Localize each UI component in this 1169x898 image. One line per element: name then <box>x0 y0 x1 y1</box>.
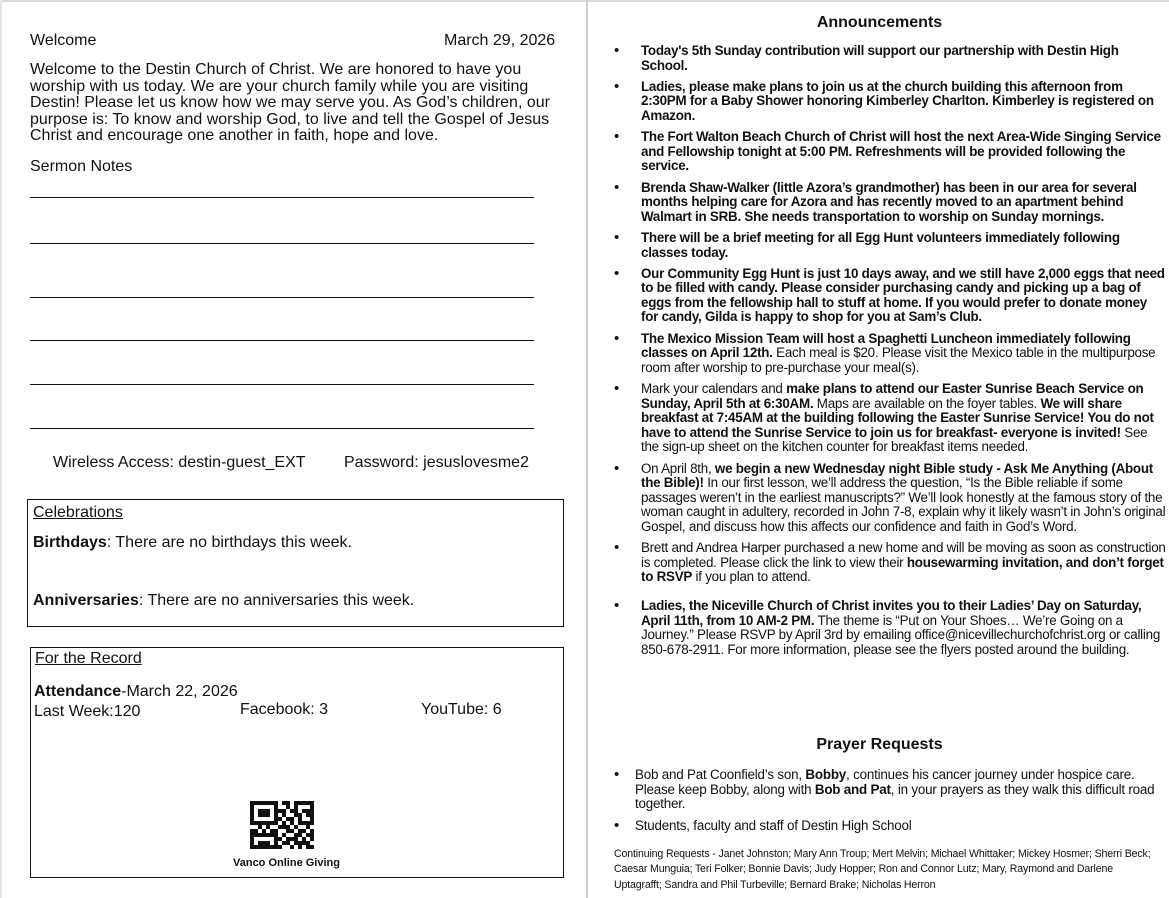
announcement-item <box>614 130 1166 174</box>
wifi-label: Wireless Access <box>53 454 170 471</box>
announcement-text: Maps are available on the foyer tables. <box>813 395 1041 411</box>
column-divider <box>586 0 588 898</box>
right-column <box>590 0 1169 898</box>
wifi-password <box>344 454 529 472</box>
announcement-item <box>614 80 1166 124</box>
announcement-text: There will be a brief meeting for all Egg Hunt volunteers immediately following classes today. <box>641 229 1120 260</box>
announcement-item <box>614 231 1166 260</box>
prayer-text: , continues his cancer journey under hospice care. Please keep Bobby, along with <box>635 767 1135 797</box>
announcement-text: Brenda Shaw-Walker (little Azora’s grandmother) has been in our area for several months helping care for Azora and has recently moved to an apartment behind Walmart in SRB. She needs transportation to worship on Sunday mornings. <box>641 179 1137 224</box>
prayer-list <box>614 768 1166 840</box>
prayer-requests-title: Prayer Requests <box>816 736 943 753</box>
announcement-text: Brett and Andrea Harper purchased a new home and will be moving as soon as construction is completed. Please click the link to view their <box>641 540 1166 570</box>
announcement-item <box>614 181 1166 225</box>
attendance-line <box>34 683 238 701</box>
announcements-title: Announcements <box>816 14 943 31</box>
sermon-notes-title: Sermon Notes <box>30 158 133 175</box>
record-title: For the Record <box>35 650 142 667</box>
announcement-text: On April 8th, <box>641 460 715 476</box>
celebrations-title: Celebrations <box>33 504 123 521</box>
continuing-requests: Continuing Requests - Janet Johnston; Mary Ann Troup; Mert Melvin; Michael Whittaker; Mickey Hosmer; Sherri Beck; Caesar Munguia; Teri Folker; Bonnie Davis; Judy Hopper; Ron and Connor Lutz; Mary, Raymond and Darlene Uptagrafft; Sandra and Phil Turbeville; Bernard Brake; Nicholas Herron <box>614 848 1151 891</box>
prayer-text: Bob and Pat Coonfield’s son, <box>635 767 806 782</box>
anniversaries-text: : There are no anniversaries this week. <box>138 592 415 609</box>
announcement-text: Each meal is $20. Please visit the Mexico table in the multipurpose room after worship to pre-purchase your meal(s). <box>641 345 1156 375</box>
sermon-note-line <box>30 384 534 385</box>
announcement-text: Today's 5th Sunday contribution will support our partnership with Destin High School. <box>641 43 1119 73</box>
birthdays-text: : There are no birthdays this week. <box>106 534 352 551</box>
announcements-list <box>614 44 1166 664</box>
announcement-text: Our Community Egg Hunt is just 10 days away, and we still have 2,000 eggs that need to be filled with candy. Please consider purchasing candy and picking up a bag of eggs from the fellowship hall to stuff at home. If you would prefer to donate money for candy, Gilda is happy to shop for you at Sam’s Club. <box>641 265 1165 325</box>
welcome-title: Welcome <box>30 32 97 49</box>
announcement-text: The theme is “Put on Your Shoes… We’re Going on a Journey.” Please RSVP by April 3rd by emailing office@nicevillechurchofchrist.org or calling 850-678-2911. For more information, please see the flyers posted around the building. <box>641 612 1161 657</box>
announcement-item <box>614 599 1166 657</box>
announcement-item <box>614 332 1166 376</box>
announcement-text: we begin a new Wednesday night Bible study - Ask Me Anything (About the Bible)! <box>641 460 1153 491</box>
sermon-note-line <box>30 297 534 298</box>
announcement-item <box>614 44 1166 73</box>
prayer-text: Students, faculty and staff of Destin High School <box>635 817 912 833</box>
youtube-count: YouTube: 6 <box>421 701 502 718</box>
welcome-text: Welcome to the Destin Church of Christ. We are honored to have you worship with us today. We are your church family while you are visiting Destin! Please let us know how we may serve you. As God’s children, our purpose is: To know and worship God, to live and tell the Gospel of Jesus Christ and encourage one another in faith, hope and love. <box>30 61 550 144</box>
anniversaries-line <box>33 592 414 610</box>
announcement-text: We will share breakfast at 7:45AM at the building following the Easter Sunrise Service! You do not have to attend the Sunrise Service to join us for breakfast- everyone is invited! <box>641 395 1154 440</box>
last-week-attendance: Last Week:120 <box>34 703 141 720</box>
announcement-text: The Mexico Mission Team will host a Spaghetti Luncheon immediately following classes on April 12th. <box>641 330 1131 361</box>
prayer-item <box>614 768 1166 812</box>
wifi-network: : destin-guest_EXT <box>169 454 306 471</box>
announcement-text: In our first lesson, we’ll address the question, “Is the Bible reliable if some passages weren’t in the earliest manuscripts?” We’ll look honestly at the famous story of the woman caught in adultery, recorded in John 7-8, explain why it likely wasn’t in John’s original Gospel, and discuss how this affects our confidence and faith in God’s Word. <box>641 475 1166 534</box>
wireless-access <box>53 454 306 472</box>
facebook-count: Facebook: 3 <box>240 701 329 718</box>
birthdays-label: Birthdays <box>33 534 107 551</box>
anniversaries-label: Anniversaries <box>33 592 139 609</box>
announcement-text: Mark your calendars and <box>641 381 787 397</box>
announcement-text: Ladies, please make plans to join us at the church building this afternoon from 2:30PM for a Baby Shower honoring Kimberley Charlton. Kimberley is registered on Amazon. <box>641 78 1154 123</box>
announcement-item <box>614 382 1166 455</box>
prayer-item <box>614 819 1166 834</box>
announcement-item <box>614 267 1166 325</box>
sermon-note-line <box>30 340 534 341</box>
announcement-item <box>614 462 1166 535</box>
announcement-text: if you plan to attend. <box>692 569 811 585</box>
announcement-item <box>614 541 1166 585</box>
announcement-text: The Fort Walton Beach Church of Christ will host the next Area-Wide Singing Service and Fellowship tonight at 5:00 PM. Refreshments will be provided following the service. <box>641 129 1161 174</box>
attendance-label: Attendance <box>34 683 122 700</box>
announcement-text: housewarming invitation, and don’t forget to RSVP <box>641 554 1164 585</box>
sermon-note-line <box>30 197 534 198</box>
password-value: : jesuslovesme2 <box>414 454 529 471</box>
birthdays-line <box>33 534 352 552</box>
announcement-text: make plans to attend our Easter Sunrise Beach Service on Sunday, April 5th at 6:30AM. <box>641 381 1144 411</box>
prayer-text: Bobby <box>805 767 847 782</box>
sermon-note-line <box>30 243 534 244</box>
password-label: Password <box>344 454 415 471</box>
sermon-note-line <box>30 428 534 429</box>
announcement-text: Ladies, the Niceville Church of Christ invites you to their Ladies’ Day on Saturday, April 11th, from 10 AM-2 PM. <box>641 597 1142 628</box>
bulletin-date: March 29, 2026 <box>444 32 556 49</box>
prayer-text: Bob and Pat <box>814 781 891 797</box>
qr-label: Vanco Online Giving <box>233 857 340 869</box>
attendance-date: -March 22, 2026 <box>121 683 238 700</box>
qr-code-icon[interactable] <box>250 801 314 851</box>
prayer-text: , in your prayers as they walk this difficult road together. <box>635 781 1155 812</box>
announcement-text: See the sign-up sheet on the kitchen counter for breakfast items needed. <box>641 424 1148 455</box>
celebrations-box <box>27 499 564 627</box>
